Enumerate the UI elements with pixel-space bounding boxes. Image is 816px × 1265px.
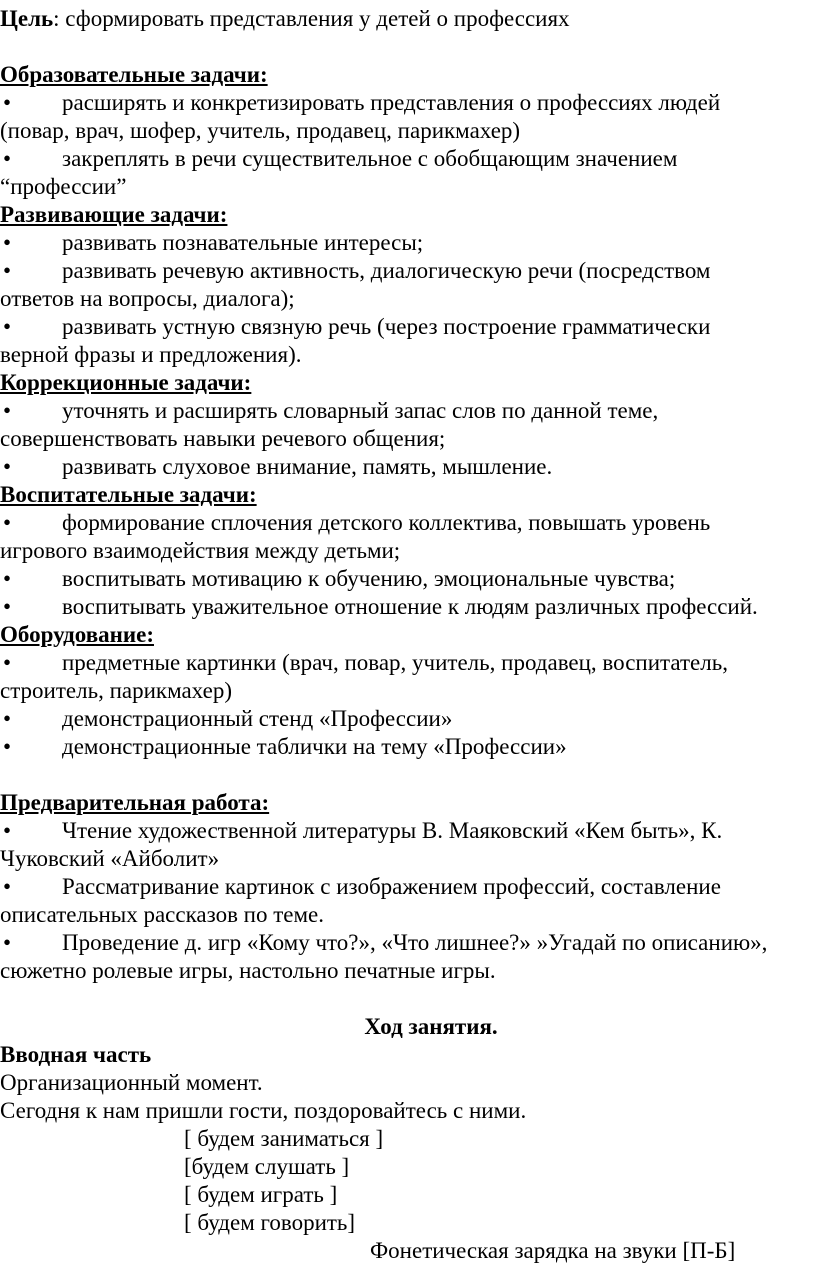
bullet-text: ответов на вопросы, диалога); bbox=[0, 286, 295, 311]
section-heading: Образовательные задачи: bbox=[0, 62, 268, 87]
bullet-icon: • bbox=[3, 818, 12, 843]
chant-line: [будем слушать ] bbox=[184, 1154, 350, 1179]
section-correctional bbox=[0, 369, 812, 481]
bullet-item bbox=[0, 313, 812, 369]
bullet-text: воспитывать уважительное отношение к людям различных профессий. bbox=[62, 594, 758, 619]
section-equipment bbox=[0, 621, 812, 761]
bullet-icon: • bbox=[3, 146, 12, 171]
bullet-text: игрового взаимодействия между детьми; bbox=[0, 538, 401, 563]
bullet-icon: • bbox=[3, 650, 12, 675]
bullet-text: строитель, парикмахер) bbox=[0, 678, 232, 703]
bullet-icon: • bbox=[3, 314, 12, 339]
bullet-item bbox=[0, 817, 812, 873]
bullet-icon: • bbox=[3, 230, 12, 255]
section-preliminary bbox=[0, 789, 812, 985]
bullet-text: демонстрационные таблички на тему «Профессии» bbox=[62, 734, 567, 759]
bullet-text: развивать слуховое внимание, память, мышление. bbox=[62, 454, 553, 479]
section-heading: Воспитательные задачи: bbox=[0, 482, 257, 507]
bullet-item bbox=[0, 229, 812, 257]
bullet-text: Чтение художественной литературы В. Маяковский «Кем быть», К. bbox=[62, 818, 723, 843]
bullet-icon: • bbox=[3, 930, 12, 955]
bullet-icon: • bbox=[3, 510, 12, 535]
bullet-icon: • bbox=[3, 258, 12, 283]
bullet-item bbox=[0, 649, 812, 705]
bullet-text: Рассматривание картинок с изображением профессий, составление bbox=[62, 874, 721, 899]
bullet-text: воспитывать мотивацию к обучению, эмоциональные чувства; bbox=[62, 566, 676, 591]
bullet-text: демонстрационный стенд «Профессии» bbox=[62, 706, 453, 731]
goal-label: Цель bbox=[0, 6, 54, 31]
phonetic-exercise: Фонетическая зарядка на звуки [П-Б] bbox=[370, 1238, 736, 1263]
section-heading: Предварительная работа: bbox=[0, 790, 270, 815]
bullet-text: развивать познавательные интересы; bbox=[62, 230, 424, 255]
org-moment: Организационный момент. bbox=[0, 1070, 263, 1095]
bullet-item bbox=[0, 509, 812, 565]
bullet-item bbox=[0, 397, 812, 453]
bullet-item bbox=[0, 733, 812, 761]
goal-text: : сформировать представления у детей о профессиях bbox=[53, 6, 570, 31]
bullet-text: формирование сплочения детского коллектива, повышать уровень bbox=[62, 510, 711, 535]
section-heading: Коррекционные задачи: bbox=[0, 370, 252, 395]
bullet-text: уточнять и расширять словарный запас слов по данной теме, bbox=[62, 398, 659, 423]
intro-heading: Вводная часть bbox=[0, 1042, 152, 1067]
bullet-text: Чуковский «Айболит» bbox=[0, 846, 220, 871]
bullet-text: развивать устную связную речь (через построение грамматически bbox=[62, 314, 711, 339]
goal-line bbox=[0, 5, 812, 33]
bullet-item bbox=[0, 593, 812, 621]
bullet-icon: • bbox=[3, 566, 12, 591]
bullet-text: Проведение д. игр «Кому что?», «Что лишнее?» »Угадай по описанию», bbox=[62, 930, 768, 955]
section-upbringing bbox=[0, 481, 812, 621]
lesson-title: Ход занятия. bbox=[364, 1014, 498, 1039]
section-heading: Оборудование: bbox=[0, 622, 154, 647]
section-educational bbox=[0, 61, 812, 201]
bullet-text: развивать речевую активность, диалогическую речи (посредством bbox=[62, 258, 711, 283]
chant-line: [ будем говорить] bbox=[184, 1210, 356, 1235]
bullet-item bbox=[0, 453, 812, 481]
bullet-icon: • bbox=[3, 734, 12, 759]
bullet-item bbox=[0, 89, 812, 145]
document-page bbox=[0, 5, 812, 1265]
bullet-icon: • bbox=[3, 398, 12, 423]
bullet-text: совершенствовать навыки речевого общения; bbox=[0, 426, 446, 451]
bullet-text: (повар, врач, шофер, учитель, продавец, парикмахер) bbox=[0, 118, 521, 143]
bullet-text: описательных рассказов по теме. bbox=[0, 902, 325, 927]
bullet-text: сюжетно ролевые игры, настольно печатные игры. bbox=[0, 958, 496, 983]
bullet-item bbox=[0, 145, 812, 201]
bullet-text: расширять и конкретизировать представления о профессиях людей bbox=[62, 90, 721, 115]
bullet-icon: • bbox=[3, 90, 12, 115]
bullet-icon: • bbox=[3, 454, 12, 479]
bullet-item bbox=[0, 257, 812, 313]
bullet-text: верной фразы и предложения). bbox=[0, 342, 302, 367]
section-developing bbox=[0, 201, 812, 369]
bullet-item bbox=[0, 873, 812, 929]
bullet-item bbox=[0, 565, 812, 593]
bullet-text: предметные картинки (врач, повар, учитель, продавец, воспитатель, bbox=[62, 650, 728, 675]
greeting-text: Сегодня к нам пришли гости, поздоровайтесь с ними. bbox=[0, 1098, 527, 1123]
chant-line: [ будем заниматься ] bbox=[184, 1126, 384, 1151]
bullet-icon: • bbox=[3, 706, 12, 731]
bullet-text: “профессии” bbox=[0, 174, 127, 199]
chant-line: [ будем играть ] bbox=[184, 1182, 338, 1207]
bullet-icon: • bbox=[3, 594, 12, 619]
bullet-item bbox=[0, 705, 812, 733]
bullet-icon: • bbox=[3, 874, 12, 899]
section-heading: Развивающие задачи: bbox=[0, 202, 228, 227]
bullet-text: закреплять в речи существительное с обобщающим значением bbox=[62, 146, 678, 171]
bullet-item bbox=[0, 929, 812, 985]
